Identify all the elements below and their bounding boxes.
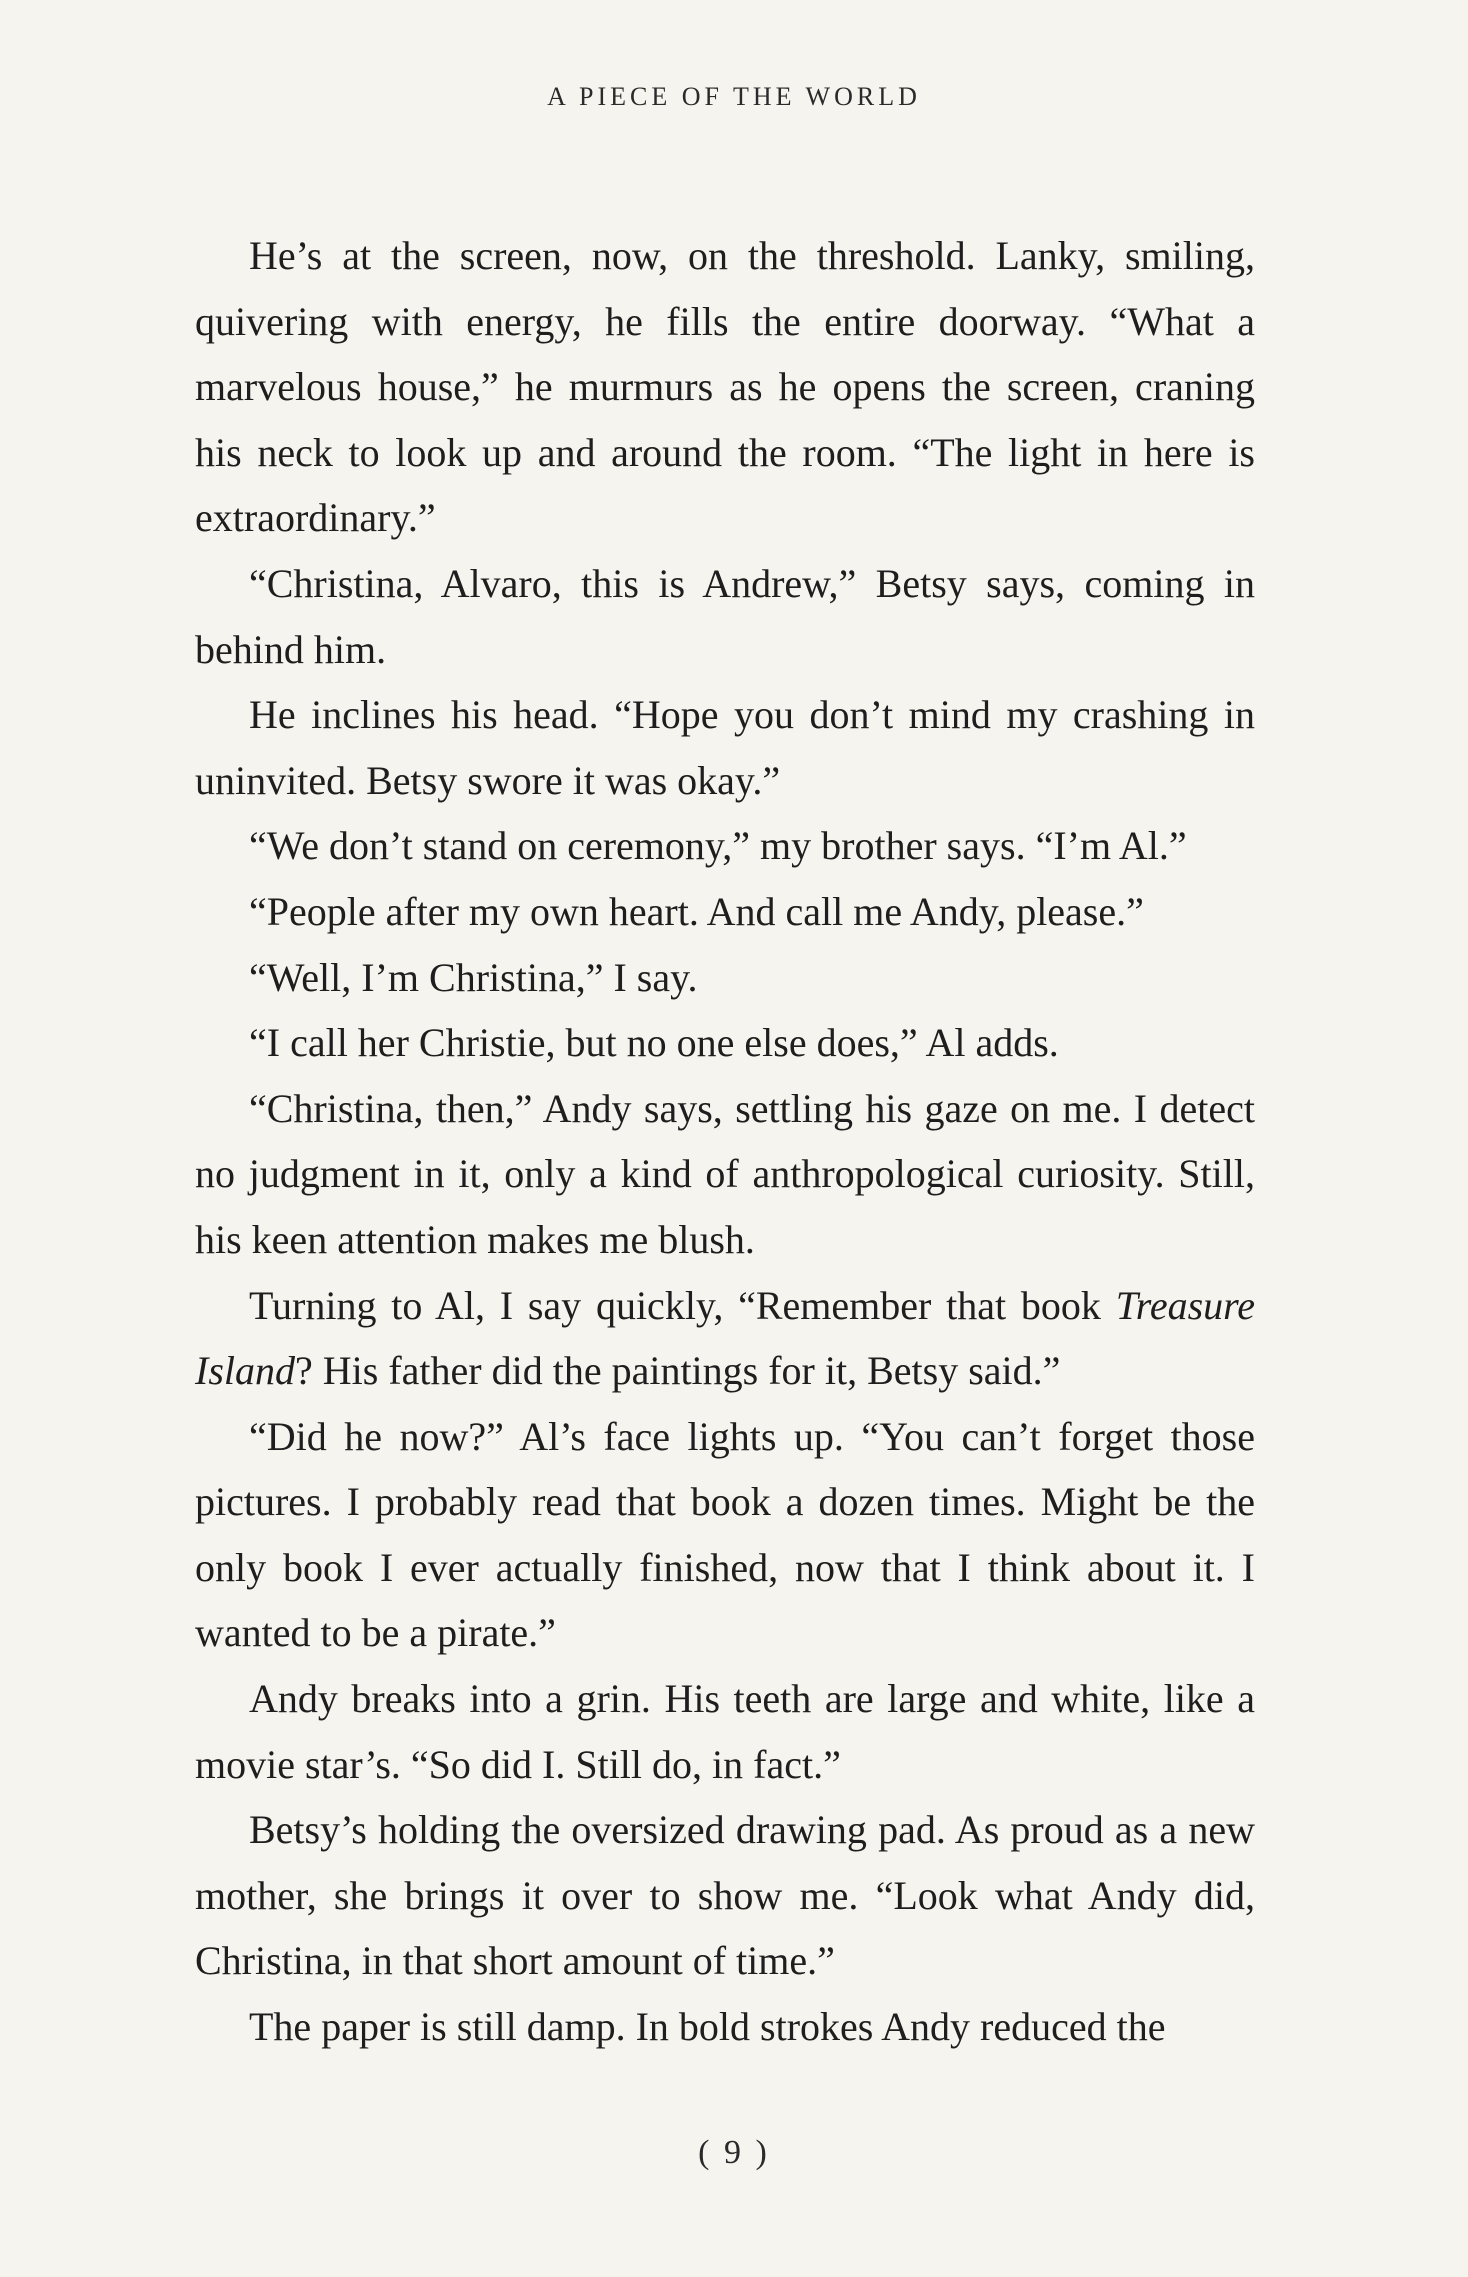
paragraph: “Did he now?” Al’s face lights up. “You can’t forget those pictures. I probably read that book a dozen times. Might be the only book I ever actually finished, now that I think about it. I wanted to be a pirate.”	[195, 1413, 1255, 1656]
paragraph: Betsy’s holding the oversized drawing pad. As proud as a new mother, she brings it over to show me. “Look what Andy did, Christina, in that short amount of time.”	[195, 1807, 1255, 1984]
paragraph: “We don’t stand on ceremony,” my brother says. “I’m Al.”	[249, 823, 1187, 869]
body-text	[195, 223, 1255, 2060]
paragraph: “Christina, Alvaro, this is Andrew,” Betsy says, coming in behind him.	[195, 560, 1255, 672]
paragraph: He inclines his head. “Hope you don’t mind my crashing in uninvited. Betsy swore it was okay.”	[195, 692, 1255, 803]
paragraph: “I call her Christie, but no one else does,” Al adds.	[249, 1020, 1059, 1066]
page-number: ( 9 )	[698, 2134, 770, 2171]
paragraph: “Well, I’m Christina,” I say.	[249, 954, 698, 1000]
paragraph: He’s at the screen, now, on the threshold. Lanky, smiling, quivering with energy, he fills the entire doorway. “What a marvelous house,” he murmurs as he opens the screen, craning his neck to look up and around the room. “The light in here is extraordinary.”	[195, 233, 1255, 541]
paragraph: Turning to Al, I say quickly, “Remember that book Treasure Island? His father did the paintings for it, Betsy said.”	[195, 1282, 1255, 1394]
running-head: A PIECE OF THE WORLD	[547, 82, 921, 111]
paragraph: “Christina, then,” Andy says, settling his gaze on me. I detect no judgment in it, only a kind of anthropological curiosity. Still, his keen attention makes me blush.	[195, 1085, 1255, 1262]
paragraph: “People after my own heart. And call me Andy, please.”	[249, 888, 1144, 934]
book-title: Treasure Island	[195, 1282, 1255, 1394]
paragraph: Andy breaks into a grin. His teeth are large and white, like a movie star’s. “So did I. Still do, in fact.”	[195, 1676, 1255, 1787]
paragraph: The paper is still damp. In bold strokes Andy reduced the	[249, 2004, 1166, 2050]
